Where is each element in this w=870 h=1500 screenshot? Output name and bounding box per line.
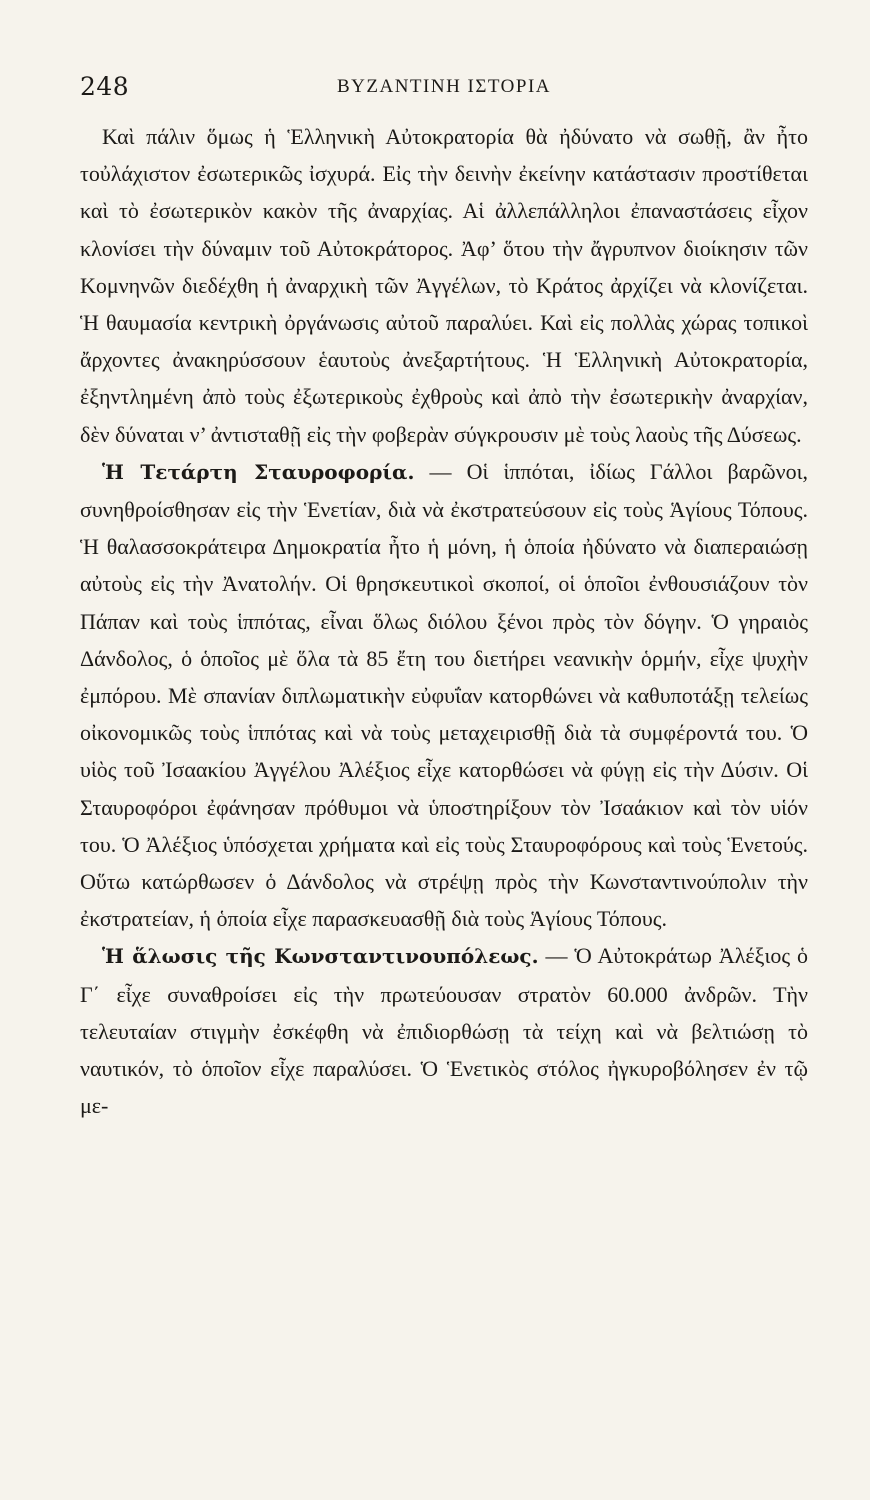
page-body (80, 118, 808, 1124)
paragraph-2-text: — Οἱ ἱππόται, ἰδίως Γάλλοι βαρῶνοι, συνηθροίσθησαν εἰς τὴν Ἑνετίαν, διὰ νὰ ἐκστρατεύσουν εἰς τοὺς Ἁγίους Τόπους. Ἡ θαλασσοκράτειρα Δημοκρατία ἦτο ἡ μόνη, ἡ ὁποία ἠδύνατο νὰ διαπεραιώσῃ αὐτοὺς εἰς τὴν Ἀνατολήν. Οἱ θρησκευτικοὶ σκοποί, οἱ ὁποῖοι ἐνθουσιάζουν τὸν Πάπαν καὶ τοὺς ἱππότας, εἶναι ὅλως διόλου ξένοι πρὸς τὸν δόγην. Ὁ γηραιὸς Δάνδολος, ὁ ὁποῖος μὲ ὅλα τὰ 85 ἔτη του διετήρει νεανικὴν ὁρμήν, εἶχε ψυχὴν ἐμπόρου. Μὲ σπανίαν διπλωματικὴν εὐφυΐαν κατορθώνει νὰ καθυποτάξῃ τελείως οἰκονομικῶς τοὺς ἱππότας καὶ νὰ τοὺς μεταχειρισθῇ διὰ τὰ συμφέροντά του. Ὁ υἱὸς τοῦ Ἰσαακίου Ἀγγέλου Ἀλέξιος εἶχε κατορθώσει νὰ φύγῃ εἰς τὴν Δύσιν. Οἱ Σταυροφόροι ἐφάνησαν πρόθυμοι νὰ ὑποστηρίξουν τὸν Ἰσαάκιον καὶ τὸν υἱόν του. Ὁ Ἀλέξιος ὑπόσχεται χρήματα καὶ εἰς τοὺς Σταυροφόρους καὶ τοὺς Ἑνετούς. Οὕτω κατώρθωσεν ὁ Δάνδολος νὰ στρέψῃ πρὸς τὴν Κωνσταντινούπολιν τὴν ἐκστρατείαν, ἡ ὁποία εἶχε παρασκευασθῇ διὰ τοὺς Ἁγίους Τόπους. (80, 458, 809, 932)
page-number: 248 (80, 72, 130, 101)
running-head (80, 72, 808, 104)
paragraph-3-text: — Ὁ Αὐτοκράτωρ Ἀλέξιος ὁ Γ΄ εἶχε συναθροίσει εἰς τὴν πρωτεύουσαν στρατὸν 60.000 ἀνδρῶν. Τὴν τελευταίαν στιγμὴν ἐσκέφθη νὰ ἐπιδιορθώσῃ τὰ τείχη καὶ νὰ βελτιώσῃ τὸ ναυτικόν, τὸ ὁποῖον εἶχε παραλύσει. Ὁ Ἑνετικὸς στόλος ἠγκυροβόλησεν ἐν τῷ με- (80, 943, 809, 1119)
section-heading-fall-of-constantinople: Ἡ ἅλωσις τῆς Κωνσταντινουπόλεως. (102, 944, 539, 969)
running-title: ΒΥΖΑΝΤΙΝΗ ΙΣΤΟΡΙΑ (336, 76, 552, 97)
paragraph-1-text: Καὶ πάλιν ὅμως ἡ Ἑλληνικὴ Αὐτοκρατορία θὰ ἠδύνατο νὰ σωθῇ, ἂν ἦτο τοὐλάχιστον ἐσωτερικῶς ἰσχυρά. Εἰς τὴν δεινὴν ἐκείνην κατάστασιν προστίθεται καὶ τὸ ἐσωτερικὸν κακὸν τῆς ἀναρχίας. Αἱ ἀλλεπάλληλοι ἐπαναστάσεις εἶχον κλονίσει τὴν δύναμιν τοῦ Αὐτοκράτορος. Ἀφ’ ὅτου τὴν ἄγρυπνον διοίκησιν τῶν Κομνηνῶν διεδέχθη ἡ ἀναρχικὴ τῶν Ἀγγέλων, τὸ Κράτος ἀρχίζει νὰ κλονίζεται. Ἡ θαυμασία κεντρικὴ ὀργάνωσις αὐτοῦ παραλύει. Καὶ εἰς πολλὰς χώρας τοπικοὶ ἄρχοντες ἀνακηρύσσουν ἑαυτοὺς ἀνεξαρτήτους. Ἡ Ἑλληνικὴ Αὐτοκρατορία, ἐξηντλημένη ἀπὸ τοὺς ἐξωτερικοὺς ἐχθροὺς καὶ ἀπὸ τὴν ἐσωτερικὴν ἀναρχίαν, δὲν δύναται ν’ ἀντισταθῇ εἰς τὴν φοβερὰν σύγκρουσιν μὲ τοὺς λαοὺς τῆς Δύσεως. (80, 124, 808, 447)
section-heading-fourth-crusade: Ἡ Τετάρτη Σταυροφορία. (102, 459, 415, 484)
paragraph-2 (80, 453, 808, 938)
paragraph-1 (80, 118, 808, 453)
paragraph-3 (80, 937, 808, 1124)
